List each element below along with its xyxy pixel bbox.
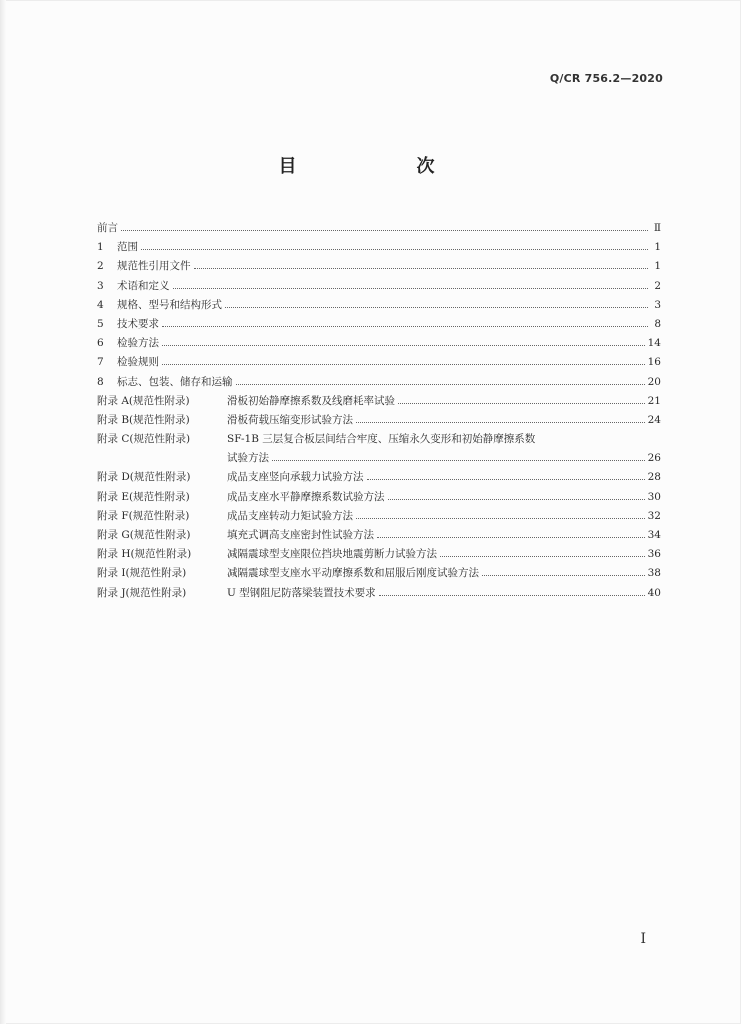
appendix-title: 填充式调高支座密封性试验方法 bbox=[227, 529, 374, 541]
toc-page-number: Ⅱ bbox=[653, 222, 661, 234]
page-number: I bbox=[640, 931, 646, 947]
leader-dots bbox=[225, 298, 648, 308]
chapter-title: 检验方法 bbox=[117, 337, 159, 350]
appendix-title: 减隔震球型支座水平动摩擦系数和屈服后刚度试验方法 bbox=[227, 567, 479, 580]
chapter-number: 3 bbox=[97, 279, 104, 292]
chapter-number: 7 bbox=[97, 356, 104, 369]
appendix-label: 附录 D(规范性附录) bbox=[97, 471, 191, 484]
leader-dots bbox=[377, 528, 645, 538]
appendix-label: 附录 A(规范性附录) bbox=[97, 394, 190, 407]
chapter-title: 范围 bbox=[117, 241, 138, 254]
toc-entry-appendix[interactable] bbox=[97, 430, 661, 449]
appendix-label: 附录 G(规范性附录) bbox=[97, 529, 191, 541]
leader-dots bbox=[388, 490, 645, 500]
toc-entry-foreword[interactable] bbox=[97, 219, 661, 238]
toc-page-number: 40 bbox=[647, 586, 661, 599]
chapter-title: 标志、包装、储存和运输 bbox=[117, 375, 233, 388]
toc-page-number: 16 bbox=[647, 356, 661, 369]
toc-entry-chapter[interactable] bbox=[97, 257, 661, 276]
chapter-number: 5 bbox=[97, 317, 104, 330]
leader-dots bbox=[379, 586, 645, 596]
toc-page-number: 32 bbox=[647, 509, 661, 522]
toc-entry-appendix[interactable] bbox=[97, 564, 661, 583]
leader-dots bbox=[440, 547, 645, 557]
appendix-label: 附录 F(规范性附录) bbox=[97, 509, 190, 522]
toc-page-number: 1 bbox=[654, 260, 661, 273]
toc-entry-appendix[interactable] bbox=[97, 392, 661, 411]
toc-page-number: 8 bbox=[654, 317, 661, 330]
toc-entry-appendix[interactable] bbox=[97, 468, 661, 487]
leader-dots bbox=[162, 355, 645, 365]
appendix-title: 滑板荷载压缩变形试验方法 bbox=[227, 413, 353, 426]
leader-dots bbox=[173, 279, 649, 289]
toc-entry-appendix[interactable] bbox=[97, 545, 661, 564]
appendix-label: 附录 J(规范性附录) bbox=[97, 586, 187, 599]
chapter-title: 规格、型号和结构形式 bbox=[117, 298, 222, 311]
leader-dots bbox=[162, 336, 645, 346]
toc-entry-appendix[interactable] bbox=[97, 411, 661, 430]
toc-entry-appendix[interactable] bbox=[97, 507, 661, 526]
appendix-label: 附录 B(规范性附录) bbox=[97, 413, 190, 426]
chapter-number: 1 bbox=[97, 241, 104, 254]
appendix-title: 成品支座竖向承载力试验方法 bbox=[227, 471, 364, 484]
chapter-title: 规范性引用文件 bbox=[117, 260, 191, 273]
chapter-number: 8 bbox=[97, 375, 104, 388]
leader-dots bbox=[272, 451, 645, 461]
leader-dots bbox=[162, 317, 648, 327]
appendix-title: 滑板初始静摩擦系数及线磨耗率试验 bbox=[227, 394, 395, 407]
toc-page-number: 14 bbox=[647, 337, 661, 350]
appendix-title: 减隔震球型支座限位挡块地震剪断力试验方法 bbox=[227, 548, 437, 561]
appendix-title: SF-1B 三层复合板层间结合牢度、压缩永久变形和初始静摩擦系数 bbox=[227, 433, 536, 446]
toc-page-number: 38 bbox=[647, 567, 661, 580]
toc-entry-chapter[interactable] bbox=[97, 373, 661, 392]
chapter-number: 2 bbox=[97, 260, 104, 273]
chapter-number: 6 bbox=[97, 337, 104, 350]
leader-dots bbox=[367, 470, 645, 480]
toc-page-number: 3 bbox=[654, 298, 661, 311]
leader-dots bbox=[141, 240, 648, 250]
toc-page-number: 2 bbox=[654, 279, 661, 292]
toc-page-number: 24 bbox=[647, 413, 661, 426]
page-title: 目 次 bbox=[278, 156, 463, 177]
toc-entry-chapter[interactable] bbox=[97, 315, 661, 334]
chapter-title: 术语和定义 bbox=[117, 279, 170, 292]
chapter-title: 技术要求 bbox=[117, 317, 159, 330]
leader-dots bbox=[236, 375, 645, 385]
toc-entry-chapter[interactable] bbox=[97, 277, 661, 296]
toc-entry-label: 前言 bbox=[97, 222, 118, 234]
standard-code: Q/CR 756.2—2020 bbox=[549, 72, 663, 85]
toc-entry-chapter[interactable] bbox=[97, 353, 661, 372]
leader-dots bbox=[121, 221, 648, 231]
appendix-title: U 型钢阻尼防落梁装置技术要求 bbox=[227, 586, 376, 599]
leader-dots bbox=[194, 259, 649, 269]
toc-page-number: 26 bbox=[647, 452, 661, 465]
toc-page-number: 30 bbox=[647, 490, 661, 503]
toc-page-number: 34 bbox=[647, 529, 661, 541]
appendix-title: 成品支座水平静摩擦系数试验方法 bbox=[227, 490, 385, 503]
toc-entry-appendix[interactable] bbox=[97, 488, 661, 507]
toc-page-number: 20 bbox=[647, 375, 661, 388]
toc-page-number: 36 bbox=[647, 548, 661, 561]
toc-entry-chapter[interactable] bbox=[97, 334, 661, 353]
toc-entry-appendix[interactable] bbox=[97, 584, 661, 603]
toc-entry-chapter[interactable] bbox=[97, 238, 661, 257]
chapter-number: 4 bbox=[97, 298, 104, 311]
table-of-contents bbox=[97, 219, 661, 603]
leader-dots bbox=[398, 394, 645, 404]
appendix-title: 成品支座转动力矩试验方法 bbox=[227, 509, 353, 522]
toc-entry-chapter[interactable] bbox=[97, 296, 661, 315]
appendix-label: 附录 E(规范性附录) bbox=[97, 490, 190, 503]
leader-dots bbox=[356, 413, 645, 423]
appendix-label: 附录 C(规范性附录) bbox=[97, 433, 191, 446]
appendix-label: 附录 I(规范性附录) bbox=[97, 567, 187, 580]
leader-dots bbox=[356, 509, 645, 519]
toc-entry-appendix[interactable] bbox=[97, 526, 661, 545]
chapter-title: 检验规则 bbox=[117, 356, 159, 369]
appendix-title-continued: 试验方法 bbox=[227, 452, 269, 465]
toc-entry-appendix-continued[interactable] bbox=[97, 449, 661, 468]
toc-page-number: 28 bbox=[647, 471, 661, 484]
leader-dots bbox=[482, 566, 645, 576]
appendix-label: 附录 H(规范性附录) bbox=[97, 548, 192, 561]
toc-page-number: 21 bbox=[647, 394, 661, 407]
toc-page-number: 1 bbox=[654, 241, 661, 254]
